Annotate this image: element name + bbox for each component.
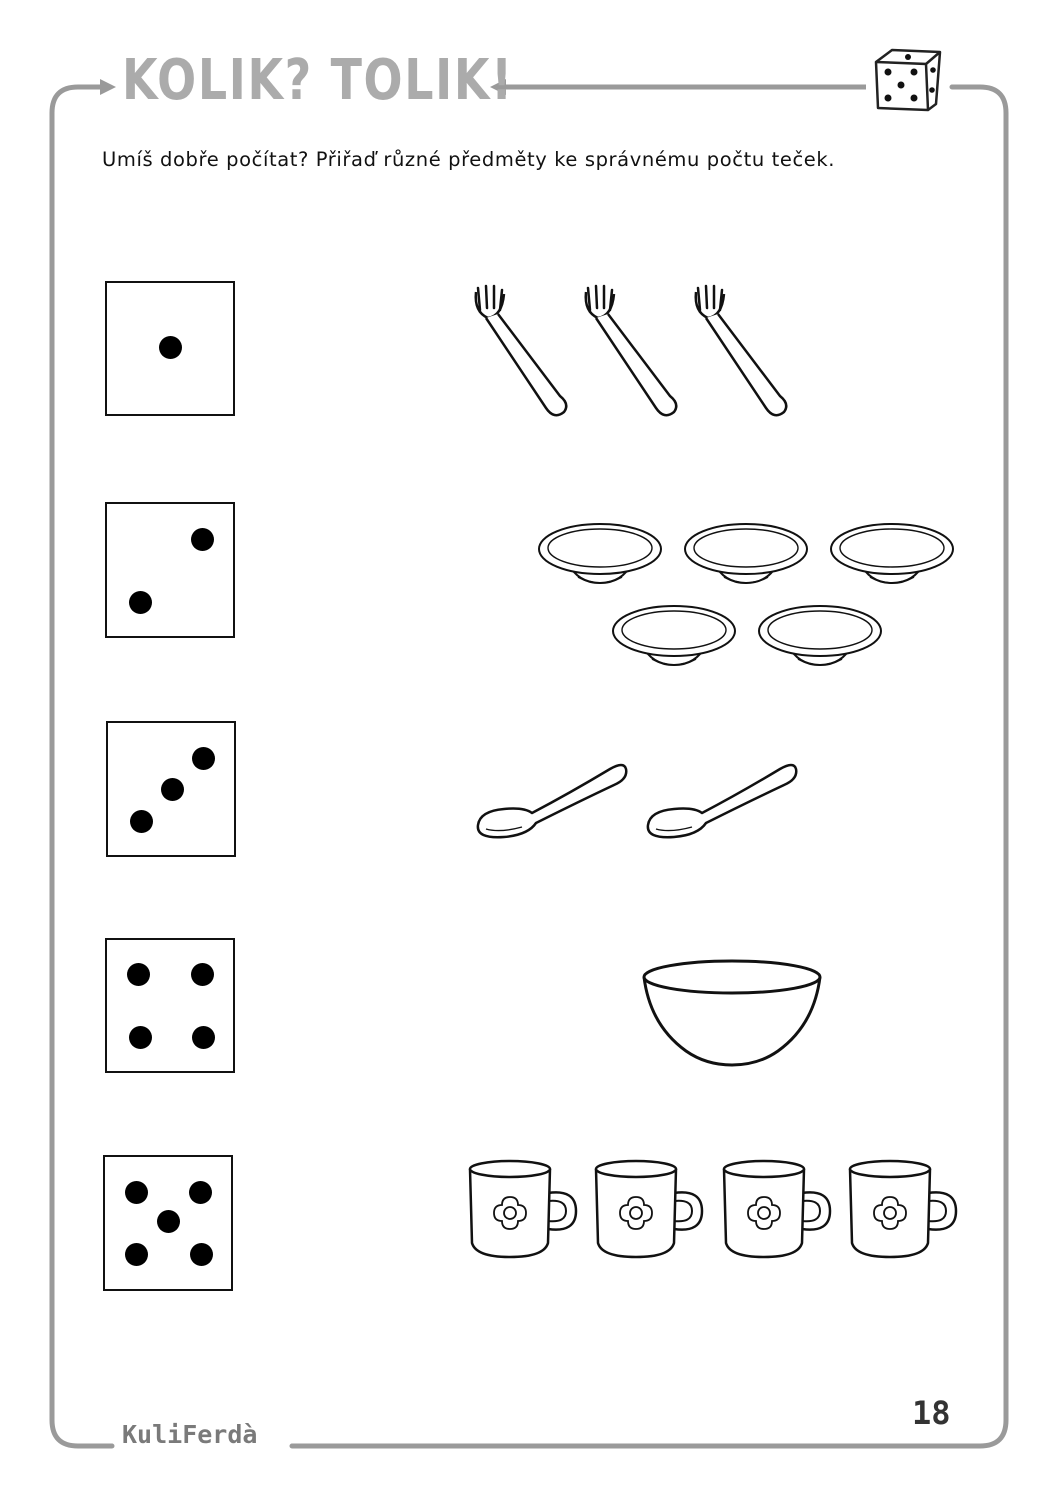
dice-pip [191, 528, 214, 551]
spoons-group [470, 755, 810, 855]
mugs-group [462, 1155, 962, 1260]
mug-icon [596, 1161, 702, 1257]
plate-icon [613, 606, 735, 665]
dice-pip [125, 1181, 148, 1204]
plate-icon [539, 524, 661, 583]
dice-pip [157, 1210, 180, 1233]
spoon-icon [478, 765, 626, 837]
dice-card-four [105, 938, 235, 1073]
spoon-icon [648, 765, 796, 837]
fork-icon [696, 286, 787, 415]
mug-icon [470, 1161, 576, 1257]
dice-pip [192, 1026, 215, 1049]
dice-pip [129, 1026, 152, 1049]
dice-pip [129, 591, 152, 614]
plates-group [530, 515, 960, 675]
plate-icon [831, 524, 953, 583]
fork-icon [476, 286, 567, 415]
forks-group [460, 280, 820, 430]
fork-icon [586, 286, 677, 415]
dice-card-one [105, 281, 235, 416]
dice-pip [189, 1181, 212, 1204]
dice-pip [127, 963, 150, 986]
instruction-text: Umíš dobře počítat? Přiřaď různé předměty ke správnému počtu teček. [102, 148, 836, 171]
mug-icon [724, 1161, 830, 1257]
dice-card-three [106, 721, 236, 857]
dice-pip [125, 1243, 148, 1266]
dice-card-two [105, 502, 235, 638]
brand-logo: KuliFerdà [122, 1420, 258, 1449]
dice-pip [191, 963, 214, 986]
mug-icon [850, 1161, 956, 1257]
dice-pip [130, 810, 153, 833]
page-number: 18 [912, 1394, 951, 1432]
page-title: KOLIK? TOLIK! [122, 48, 514, 113]
dice-pip [161, 778, 184, 801]
plate-icon [759, 606, 881, 665]
plate-icon [685, 524, 807, 583]
dice-card-five [103, 1155, 233, 1291]
dice-pip [190, 1243, 213, 1266]
dice-pip [192, 747, 215, 770]
arrow-right-icon [100, 79, 116, 95]
dice-pip [159, 336, 182, 359]
die-icon [876, 50, 940, 110]
bowl-group [636, 955, 828, 1070]
